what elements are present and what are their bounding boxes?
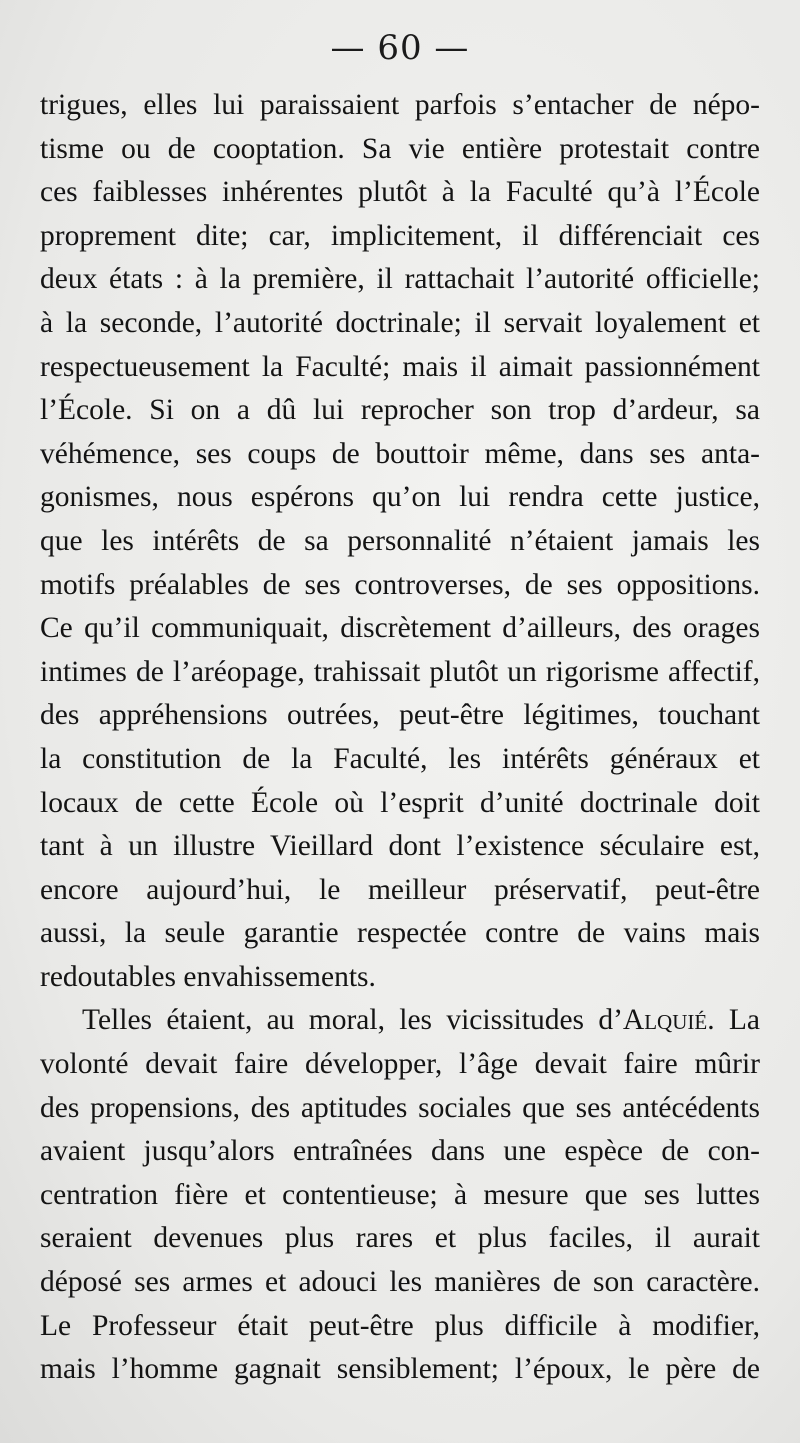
text-line: des appréhensions outrées, peut-être légitimes, touchant xyxy=(40,699,760,732)
text-line: motifs préalables de ses controverses, de ses oppositions. xyxy=(40,568,760,601)
text-line: mais l’homme gagnait sensiblement; l’époux, le père de xyxy=(40,1353,760,1386)
text-line: déposé ses armes et adouci les manières de son caractère. xyxy=(40,1266,760,1299)
text-line: deux états : à la première, il rattachait l’autorité officielle; xyxy=(40,263,760,296)
text-line: centration fière et contentieuse; à mesure que ses luttes xyxy=(40,1178,760,1211)
paragraph-2 xyxy=(40,999,760,1391)
text-line: gonismes, nous espérons qu’on lui rendra cette justice, xyxy=(40,481,760,514)
text-line: intimes de l’aréopage, trahissait plutôt un rigorisme affectif, xyxy=(40,655,760,688)
text-line: véhémence, ses coups de bouttoir même, dans ses anta- xyxy=(40,437,760,470)
text-line: proprement dite; car, implicitement, il différenciait ces xyxy=(40,219,760,252)
text-line: que les intérêts de sa personnalité n’étaient jamais les xyxy=(40,524,760,557)
text-line: ces faiblesses inhérentes plutôt à la Faculté qu’à l’École xyxy=(40,176,760,209)
text-line: la constitution de la Faculté, les intérêts généraux et xyxy=(40,742,760,775)
text-line: des propensions, des aptitudes sociales que ses antécédents xyxy=(40,1091,760,1124)
person-name: Alquié xyxy=(622,1004,708,1037)
page-number: — 60 — xyxy=(330,28,470,68)
text-line: avaient jusqu’alors entraînées dans une espèce de con- xyxy=(40,1135,760,1168)
text-line: locaux de cette École où l’esprit d’unité doctrinale doit xyxy=(40,786,760,819)
text-line: respectueusement la Faculté; mais il aimait passionnément xyxy=(40,350,760,383)
text-line: Ce qu’il communiquait, discrètement d’ailleurs, des orages xyxy=(40,612,760,645)
text-line: aussi, la seule garantie respectée contre de vains mais xyxy=(40,917,760,950)
text-line: tisme ou de cooptation. Sa vie entière protestait contre xyxy=(40,132,760,165)
text-fragment: Telles étaient, au moral, les vicissitudes d’ xyxy=(82,1004,623,1037)
paragraph-1 xyxy=(40,84,760,999)
text-line: seraient devenues plus rares et plus faciles, il aurait xyxy=(40,1222,760,1255)
text-line: encore aujourd’hui, le meilleur préservatif, peut-être xyxy=(40,873,760,906)
text-line: l’École. Si on a dû lui reprocher son trop d’ardeur, sa xyxy=(40,394,760,427)
text-line: à la seconde, l’autorité doctrinale; il servait loyalement et xyxy=(40,306,760,339)
body-text xyxy=(40,84,760,1392)
text-line-first xyxy=(40,999,760,1043)
text-fragment: . La xyxy=(707,1004,760,1037)
text-line: trigues, elles lui paraissaient parfois s’entacher de népo- xyxy=(40,89,760,121)
text-line: redoutables envahissements. xyxy=(40,960,376,993)
text-line: tant à un illustre Vieillard dont l’existence séculaire est, xyxy=(40,830,760,863)
text-line: volonté devait faire développer, l’âge devait faire mûrir xyxy=(40,1048,760,1081)
text-line: Le Professeur était peut-être plus difficile à modifier, xyxy=(40,1309,760,1342)
